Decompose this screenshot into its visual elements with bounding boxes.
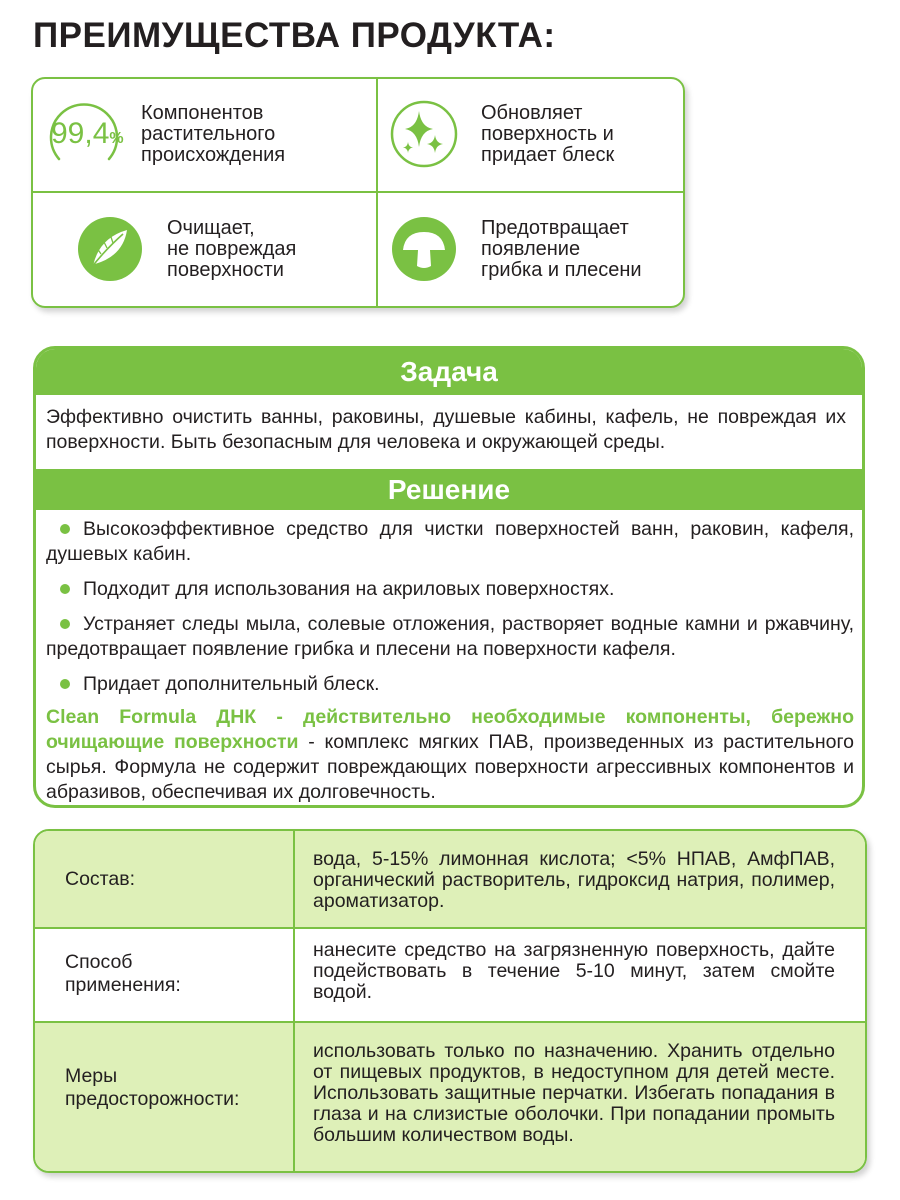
task-text: Эффективно очистить ванны, раковины, душевые кабины, кафель, не повреждая их поверхности. Быть безопасным для человека и окружающей среды. [46, 406, 846, 453]
row-value: использовать только по назначению. Хранить отдельно от пищевых продуктов, в недоступном для детей месте. Использовать защитные перчатки. Избегать попадания в глаза и на слизистые оболочки. При попадании промыть большим количеством воды. [313, 1040, 835, 1146]
task-heading: Задача [36, 349, 862, 395]
list-item: Высокоэффективное средство для чистки поверхностей ванн, раковин, кафеля, душевых кабин. [46, 518, 854, 565]
task-solution-card [33, 346, 865, 808]
row-value: нанесите средство на загрязненную поверхность, дайте подействовать в течение 5-10 минут, затем смойте водой. [313, 939, 835, 1003]
composition-table [33, 829, 867, 1173]
formula-text: - комплекс мягких ПАВ, произведенных из растительного сырья. Формула не содержит повреждающих поверхности агрессивных компонентов и абразивов, обеспечивая их долговечность. [46, 731, 854, 803]
row-label: Способ применения: [65, 951, 181, 996]
benefit-text: Предотвращает появление грибка и плесени [481, 216, 642, 281]
formula-paragraph [46, 705, 854, 805]
list-item: Придает дополнительный блеск. [46, 672, 854, 697]
formula-highlight: Clean Formula ДНК - действительно необходимые компоненты, бережно очищающие поверхности [46, 706, 854, 753]
benefit-anti-mold [387, 212, 642, 286]
benefit-gentle-clean [73, 212, 296, 286]
benefit-plant-origin [47, 97, 285, 171]
solution-list [46, 517, 854, 805]
row-label: Состав: [65, 868, 136, 890]
benefits-divider-horizontal [33, 191, 683, 193]
row-value: вода, 5-15% лимонная кислота; <5% НПАВ, АмфПАВ, органический растворитель, гидроксид натрия, полимер, ароматизатор. [313, 848, 835, 912]
table-row [35, 927, 865, 1023]
bullet-icon [60, 619, 70, 629]
solution-heading: Решение [36, 469, 862, 510]
page-title: ПРЕИМУЩЕСТВА ПРОДУКТА: [33, 16, 556, 55]
bullet-icon [60, 679, 70, 689]
list-item: Устраняет следы мыла, солевые отложения, растворяет водные камни и ржавчину, предотвращает появление грибка и плесени на поверхности кафеля. [46, 613, 854, 660]
benefit-text: Очищает, не повреждая поверхности [167, 216, 297, 281]
bullet-icon [60, 524, 70, 534]
table-row [35, 831, 865, 927]
table-divider-vertical [293, 831, 295, 1173]
sparkles-icon [387, 97, 461, 171]
bullet-icon [60, 584, 70, 594]
table-row [35, 1023, 865, 1173]
benefits-divider-vertical [376, 79, 378, 308]
feather-icon [73, 212, 147, 286]
row-label: Меры предосторожности: [65, 1065, 240, 1110]
benefit-text: Обновляет поверхность и придает блеск [481, 101, 615, 166]
percent-value: 99,4% [51, 117, 124, 150]
benefit-shine [387, 97, 614, 171]
percent-badge [47, 97, 124, 171]
mushroom-icon [387, 212, 461, 286]
benefits-box [31, 77, 685, 308]
benefit-text: Компонентов растительного происхождения [141, 101, 286, 166]
list-item: Подходит для использования на акриловых поверхностях. [46, 577, 854, 602]
